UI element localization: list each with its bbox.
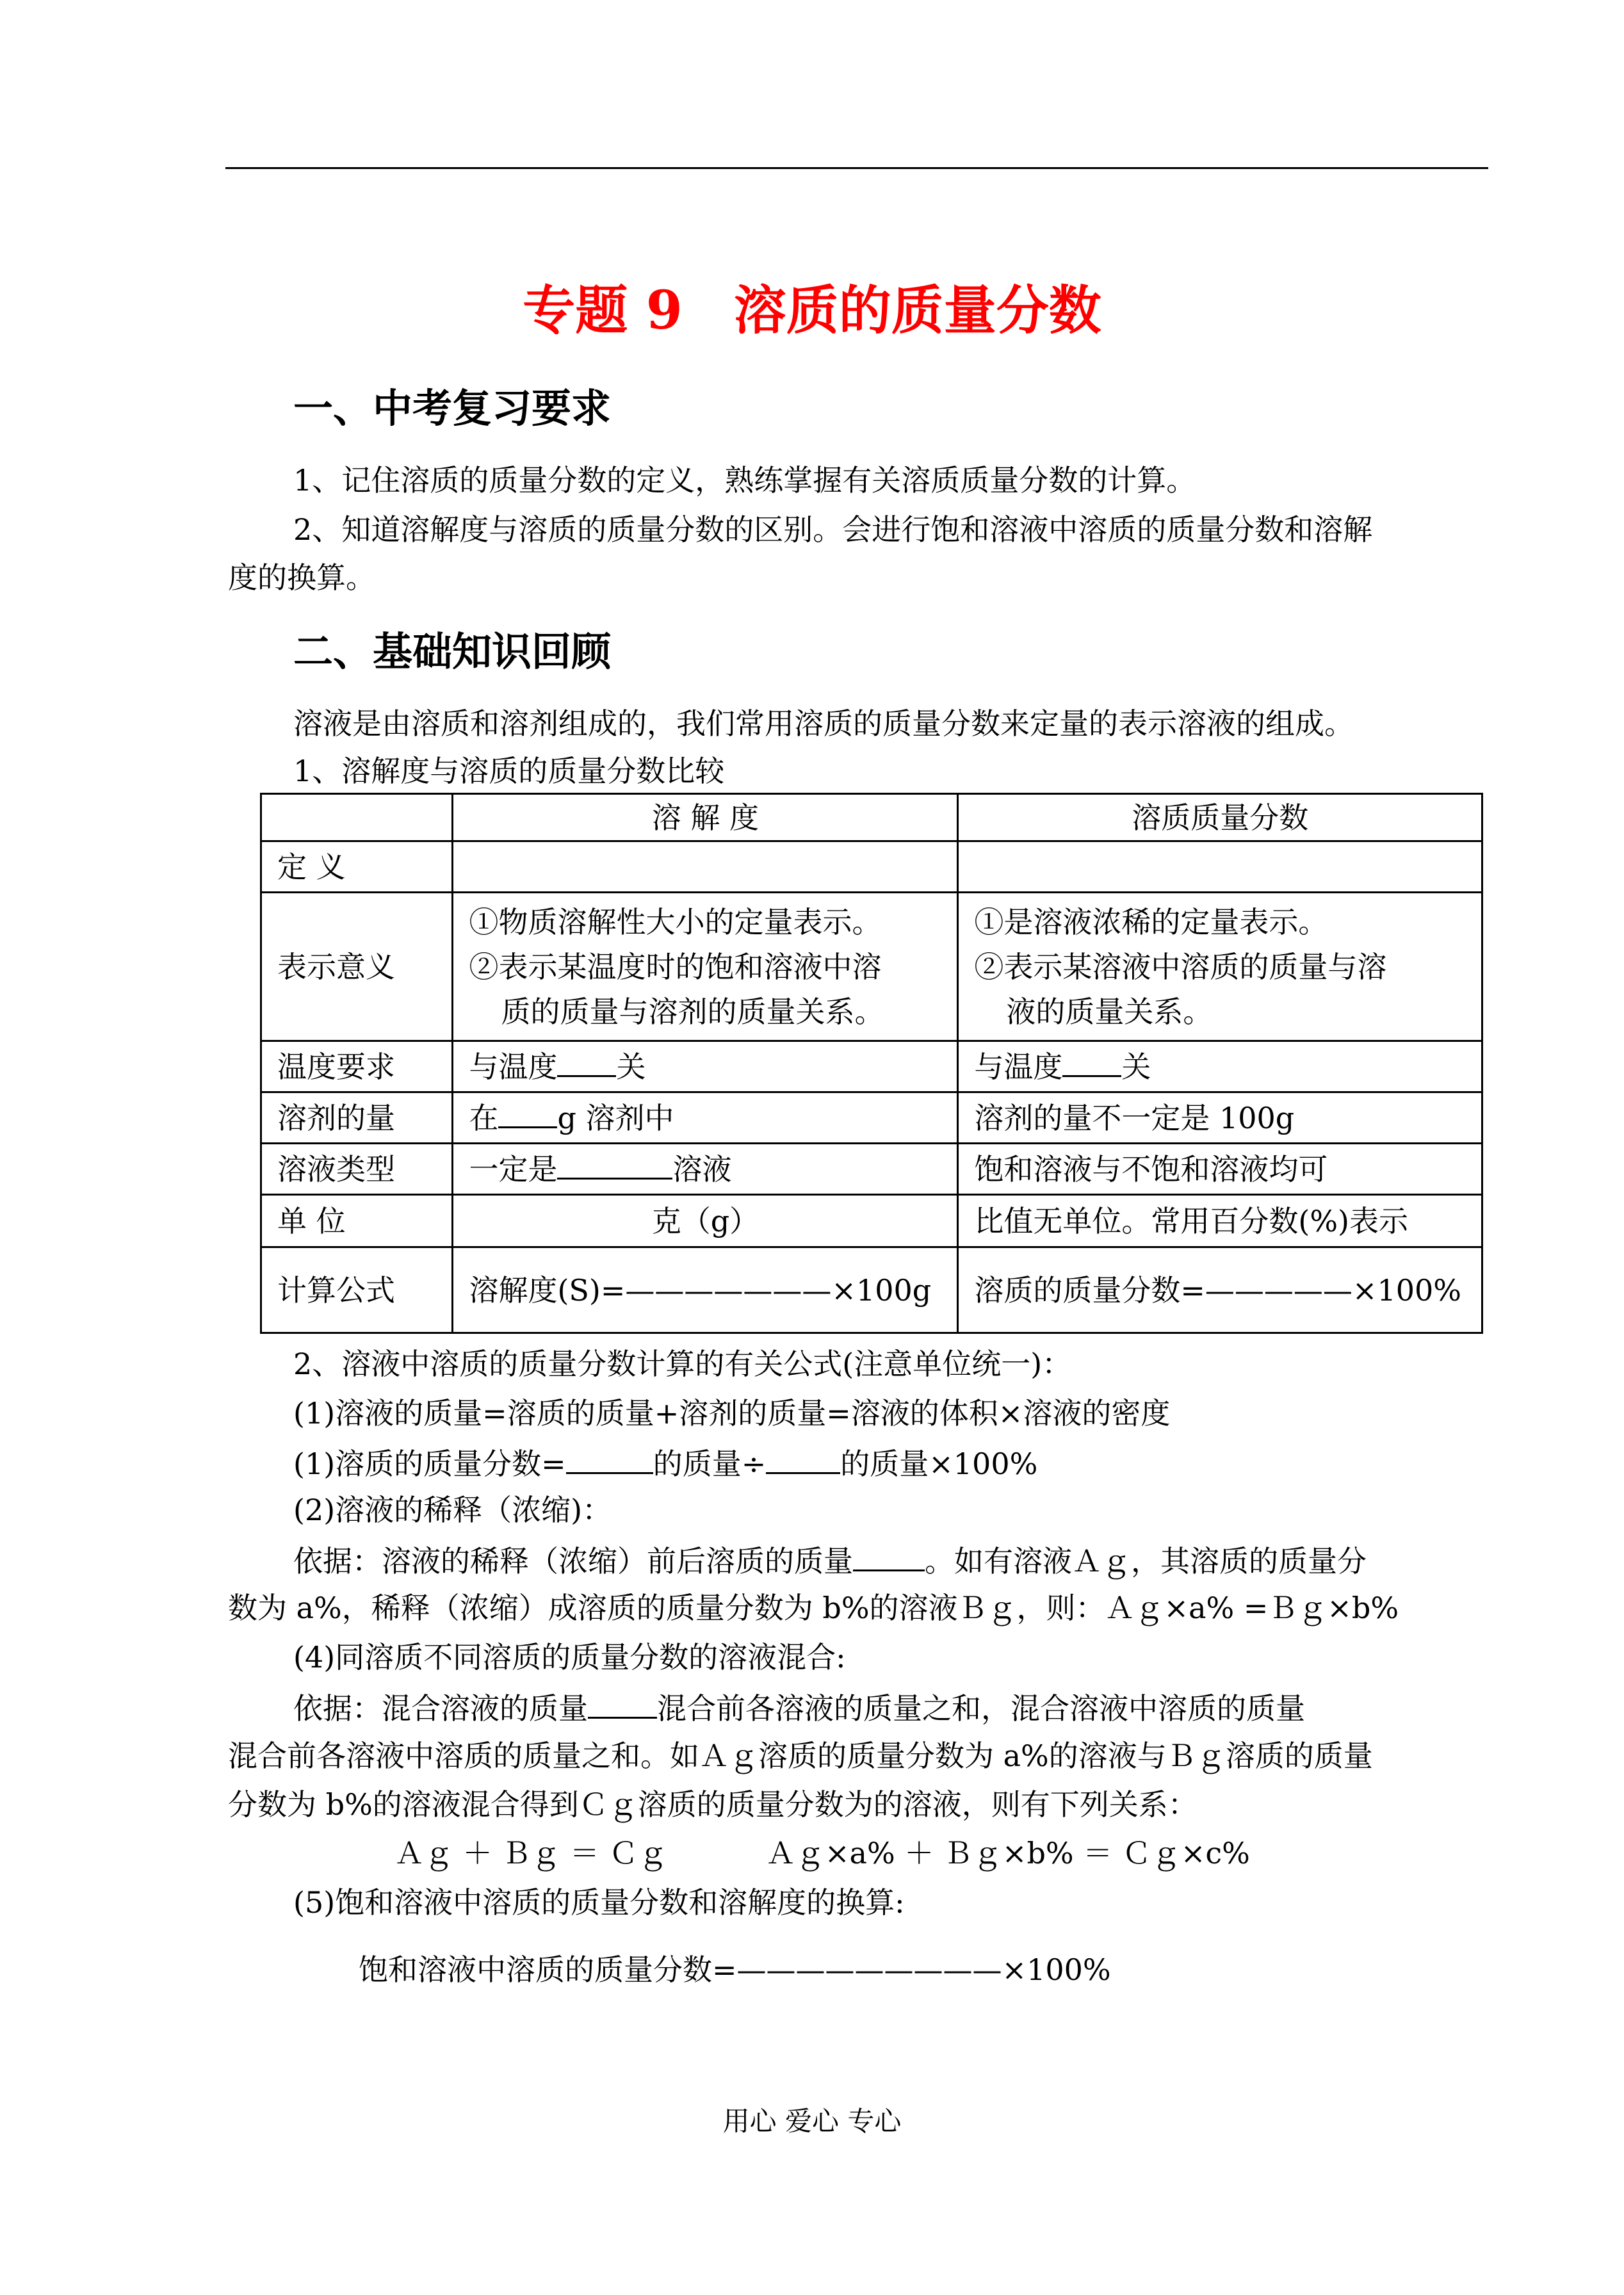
cell-line: ②表示某温度时的饱和溶液中溶 [469,949,882,984]
table-header-cell: 溶 解 度 [453,794,958,841]
comparison-table [260,793,1483,1334]
page-title [0,275,1624,346]
mixing-basis-cont: 分数为 b%的溶液混合得到Ｃｇ溶质的质量分数为的溶液，则有下列关系： [228,1787,1198,1822]
table-row-meaning [261,893,1482,1041]
mixing-heading: (4)同溶质不同溶质的质量分数的溶液混合: [293,1640,846,1675]
cell-text: 关 [1121,1049,1151,1084]
table-row-formula [261,1247,1482,1333]
table-row-solvent [261,1092,1482,1144]
row-label: 定 义 [261,841,453,893]
cell-text: 溶液 [672,1151,732,1187]
cell-text: 关 [616,1049,646,1084]
section1-heading: 一、中考复习要求 [293,385,612,432]
dilution-heading: (2)溶液的稀释（浓缩)： [293,1493,612,1527]
row-label: 计算公式 [261,1247,453,1333]
text-span: 的质量×100% [840,1447,1038,1481]
text-span: 依据：溶液的稀释（浓缩）前后溶质的质量 [293,1544,853,1578]
table-cell [958,893,1482,1041]
mixing-formula-mass: Ａｇ ＋ Ｂｇ ＝ Ｃｇ [394,1836,668,1870]
blank-line [853,1540,925,1571]
blank-line [498,1097,557,1128]
header-rule [225,167,1488,169]
text-span: 。如有溶液Ａｇ，其溶质的质量分 [925,1544,1367,1578]
table-cell [958,841,1482,893]
table-cell: 克（g） [453,1195,958,1247]
table-cell [958,1041,1482,1092]
cell-line: 质的质量与溶剂的质量关系。 [501,994,884,1029]
blank-line [557,1046,616,1077]
table-cell [453,841,958,893]
row-label: 溶液类型 [261,1144,453,1195]
blank-line [766,1443,840,1474]
formula-line: (1)溶液的质量=溶质的质量+溶剂的质量=溶液的体积×溶液的密度 [293,1396,1171,1431]
text-span: 依据：混合溶液的质量 [293,1691,588,1726]
cell-text: 与温度 [469,1049,558,1084]
table-cell: 溶剂的量不一定是 100g [958,1092,1482,1144]
title-topic-number: 专题 9 [523,280,683,341]
table-cell [453,1144,958,1195]
table-cell: 比值无单位。常用百分数(%)表示 [958,1195,1482,1247]
text-span: 的质量÷ [653,1447,767,1481]
conversion-formula: 饱和溶液中溶质的质量分数=—————————×100% [359,1952,1111,1987]
table-row-unit [261,1195,1482,1247]
formula-line [293,1443,1037,1483]
dilution-basis-cont: 数为 a%，稀释（浓缩）成溶质的质量分数为 b%的溶液Ｂｇ，则：Ａｇ×a% =Ｂｇ×b% [228,1591,1399,1625]
row-label: 温度要求 [261,1041,453,1092]
table-cell [453,893,958,1041]
cell-text: 在 [469,1100,499,1135]
cell-line: ①物质溶解性大小的定量表示。 [469,904,882,939]
blank-line [1062,1046,1121,1077]
mixing-basis [293,1687,1305,1728]
dilution-basis [293,1540,1367,1580]
cell-line: ①是溶液浓稀的定量表示。 [974,904,1328,939]
table-row-definition [261,841,1482,893]
cell-line: 液的质量关系。 [1006,994,1213,1029]
blank-line [566,1443,653,1474]
blank-line [588,1687,657,1719]
cell-line: ②表示某溶液中溶质的质量与溶 [974,949,1387,984]
mixing-basis-cont: 混合前各溶液中溶质的质量之和。如Ａｇ溶质的质量分数为 a%的溶液与Ｂｇ溶质的质量 [228,1739,1373,1773]
text-span: 混合前各溶液的质量之和，混合溶液中溶质的质量 [657,1691,1305,1726]
conversion-heading: (5)饱和溶液中溶质的质量分数和溶解度的换算: [293,1885,905,1920]
req-item-1: 1、记住溶质的质量分数的定义，熟练掌握有关溶质质量分数的计算。 [293,463,1196,498]
cell-text: 一定是 [469,1151,558,1187]
table-cell: 溶解度(S)=———————×100g [453,1247,958,1333]
table-cell: 溶质的质量分数=—————×100% [958,1247,1482,1333]
row-label: 单 位 [261,1195,453,1247]
cell-text: g 溶剂中 [557,1100,674,1135]
table-cell [453,1092,958,1144]
table-header-cell [261,794,453,841]
mixing-formula-solute: Ａｇ×a% ＋ Ｂｇ×b% ＝ Ｃｇ×c% [766,1836,1250,1870]
table-row-type [261,1144,1482,1195]
text-span: (1)溶质的质量分数= [293,1447,566,1481]
req-item-2: 2、知道溶解度与溶质的质量分数的区别。会进行饱和溶液中溶质的质量分数和溶解 [293,512,1373,547]
row-label: 表示意义 [261,893,453,1041]
table-caption: 1、溶解度与溶质的质量分数比较 [293,754,725,788]
table-header-cell: 溶质质量分数 [958,794,1482,841]
row-label: 溶剂的量 [261,1092,453,1144]
title-topic-name: 溶质的质量分数 [733,280,1101,341]
blank-line [557,1148,672,1180]
req-item-2-cont: 度的换算。 [228,560,375,595]
table-cell: 饱和溶液与不饱和溶液均可 [958,1144,1482,1195]
page-footer: 用心 爱心 专心 [722,2105,902,2137]
table-header-row [261,794,1482,841]
section2-intro: 溶液是由溶质和溶剂组成的，我们常用溶质的质量分数来定量的表示溶液的组成。 [293,706,1354,741]
table-cell [453,1041,958,1092]
table-row-temperature [261,1041,1482,1092]
formula-heading: 2、溶液中溶质的质量分数计算的有关公式(注意单位统一)： [293,1347,1072,1381]
cell-text: 与温度 [974,1049,1063,1084]
section2-heading: 二、基础知识回顾 [293,628,612,675]
